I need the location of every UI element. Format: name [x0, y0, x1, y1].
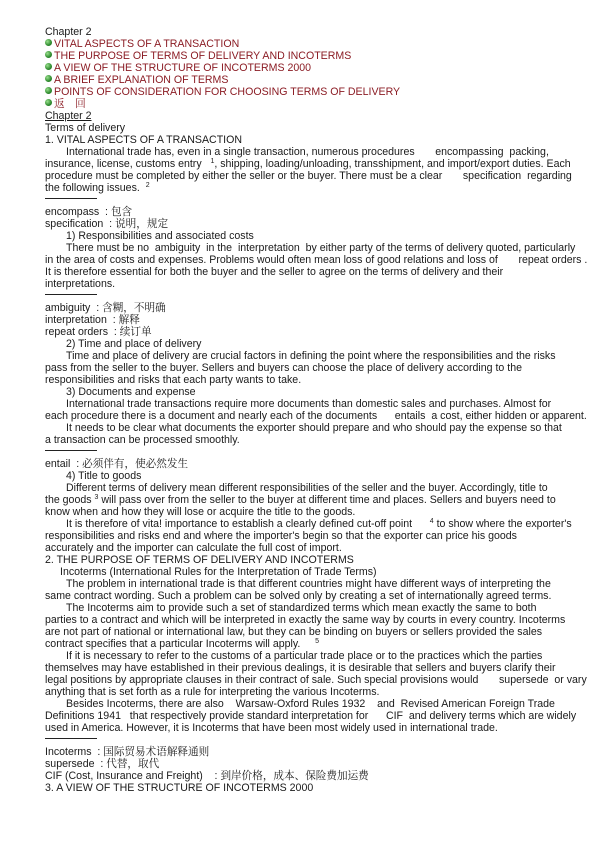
footnote-divider — [45, 446, 565, 458]
paragraph-line: There must be no ambiguity in the interpretation by either party of the terms of delivery quoted, particularly — [66, 242, 576, 254]
paragraph-line: International trade transactions require more documents than domestic sales and purchases. Almost for — [66, 398, 552, 410]
paragraph-line: responsibilities and risks end and where the importer's begin so that the exporter can price his goods — [45, 530, 517, 542]
paragraph-line: The Incoterms aim to provide such a set of standardized terms which mean exactly the same to both — [66, 602, 537, 614]
paragraph-line: The problem in international trade is that different countries might have different ways of interpreting the — [66, 578, 551, 590]
toc-link-label: A VIEW OF THE STRUCTURE OF INCOTERMS 2000 — [54, 62, 312, 74]
green-bullet-icon — [45, 87, 52, 94]
paragraph-line: Time and place of delivery are crucial factors in defining the point where the responsibilities and the risks — [66, 350, 556, 362]
text-line: entail : 必须伴有，使必然发生 — [45, 458, 189, 470]
paragraph-line: responsibilities and risks that each party wants to take. — [45, 374, 302, 386]
paragraph-line: accurately and the importer can calculate the full cost of import. — [45, 542, 342, 554]
footnote-marker: 4 — [429, 518, 434, 525]
paragraph-line: procedure must be completed by either the seller or the buyer. There must be a clear specification regarding — [45, 170, 572, 182]
paragraph-line: know when and how they will lose or acquire the title to the goods. — [45, 506, 356, 518]
footnote-divider — [45, 734, 565, 746]
paragraph-line: insurance, license, customs entry $^1$, shipping, loading/unloading, transshipment, and import/export duties. Each — [45, 158, 571, 170]
toc-link-structure[interactable] — [45, 62, 565, 74]
subheading: 1) Responsibilities and associated costs — [66, 230, 254, 242]
chapter-heading: Chapter 2 — [45, 26, 92, 38]
green-bullet-icon — [45, 99, 52, 106]
paragraph-line: are not part of national or international law, but they can be binding on buyers or sellers provided the sales — [45, 626, 543, 638]
text-line: Terms of delivery — [45, 122, 126, 134]
toc-link-label: THE PURPOSE OF TERMS OF DELIVERY AND INCOTERMS — [54, 50, 352, 62]
toc-link-return[interactable] — [45, 98, 565, 110]
green-bullet-icon — [45, 51, 52, 58]
paragraph-line: International trade has, even in a single transaction, numerous procedures encompassing packing, — [66, 146, 549, 158]
paragraph-line: in the area of costs and expenses. Problems would often mean loss of good relations and loss of repeat orders . — [45, 254, 588, 266]
chapter-link[interactable]: Chapter 2 — [45, 110, 92, 122]
paragraph-line: same contract wording. Such a problem can be solved only by creating a set of internationally agreed terms. — [45, 590, 552, 602]
paragraph-line: pass from the seller to the buyer. Sellers and buyers can choose the place of delivery according to the — [45, 362, 522, 374]
toc-link-label: POINTS OF CONSIDERATION FOR CHOOSING TERMS OF DELIVERY — [54, 86, 401, 98]
paragraph-line: parties to a contract and which will be interpreted in exactly the same way by courts in every country. Incoterms — [45, 614, 566, 626]
text-line: interpretation : 解释 — [45, 314, 140, 326]
paragraph-line: themselves may have established in their previous dealings, it is desirable that sellers and buyers clarify their — [45, 662, 556, 674]
paragraph-line: Besides Incoterms, there are also Warsaw-Oxford Rules 1932 and Revised American Foreign Trade — [66, 698, 555, 710]
green-bullet-icon — [45, 75, 52, 82]
paragraph-line: It needs to be clear what documents the exporter should prepare and who should pay the expense so that — [66, 422, 562, 434]
text-line: CIF (Cost, Insurance and Freight) : 到岸价格，成本、保险费加运费 — [45, 770, 369, 782]
subheading: 3) Documents and expense — [66, 386, 196, 398]
footnote-marker: 3 — [94, 494, 99, 501]
paragraph-line: each procedure there is a document and nearly each of the documents entails a cost, either hidden or apparent. — [45, 410, 587, 422]
footnote-divider — [45, 194, 565, 206]
subheading: 4) Title to goods — [66, 470, 142, 482]
paragraph-line: Definitions 1941 that respectively provide standard interpretation for CIF and delivery terms which are widely — [45, 710, 577, 722]
toc-link-label: VITAL ASPECTS OF A TRANSACTION — [54, 38, 240, 50]
text-line: specification : 说明，规定 — [45, 218, 169, 230]
paragraph-line: If it is necessary to refer to the customs of a particular trade place or to the practices which the parties — [66, 650, 543, 662]
text-line: encompass : 包含 — [45, 206, 133, 218]
subheading: 2) Time and place of delivery — [66, 338, 202, 350]
text-line: supersede : 代替，取代 — [45, 758, 160, 770]
paragraph-line: the following issues. $^2$ — [45, 182, 150, 194]
document — [45, 26, 588, 794]
text-line: ambiguity : 含糊，不明确 — [45, 302, 166, 314]
toc-link-purpose[interactable] — [45, 50, 565, 62]
paragraph-line: anything that is set forth as a rule for interpreting the various Incoterms. — [45, 686, 380, 698]
paragraph-line: a transaction can be processed smoothly. — [45, 434, 240, 446]
text-line: 1. VITAL ASPECTS OF A TRANSACTION — [45, 134, 243, 146]
paragraph-line: interpretations. — [45, 278, 116, 290]
toc-link-points-of-consideration[interactable] — [45, 86, 565, 98]
green-bullet-icon — [45, 63, 52, 70]
footnote-marker: 5 — [315, 638, 319, 645]
footnote-marker: 1 — [210, 158, 215, 165]
toc-link-label: 返 回 — [54, 98, 86, 110]
text-line: Incoterms : 国际贸易术语解释通则 — [45, 746, 210, 758]
toc-link-vital-aspects[interactable] — [45, 38, 565, 50]
paragraph-line: used in America. However, it is Incoterms that have been most widely used in international trade. — [45, 722, 498, 734]
text-line: 2. THE PURPOSE OF TERMS OF DELIVERY AND INCOTERMS — [45, 554, 354, 566]
footnote-marker: 2 — [145, 182, 150, 189]
paragraph-line: Different terms of delivery mean different responsibilities of the seller and the buyer. Accordingly, title to — [66, 482, 548, 494]
table-of-contents — [45, 38, 565, 110]
subheading: Incoterms (International Rules for the Interpretation of Trade Terms) — [60, 566, 377, 578]
paragraph-line: It is therefore of vita! importance to establish a clearly defined cut-off point $^4$ to show where the exporter's — [66, 518, 572, 530]
text-line: 3. A VIEW OF THE STRUCTURE OF INCOTERMS 2000 — [45, 782, 314, 794]
document-body — [45, 110, 588, 794]
paragraph-line: the goods $^3$ will pass over from the seller to the buyer at different time and places. Sellers and buyers need to — [45, 494, 556, 506]
green-bullet-icon — [45, 39, 52, 46]
footnote-divider — [45, 290, 565, 302]
paragraph-line: It is therefore essential for both the buyer and the seller to agree on the terms of delivery and their — [45, 266, 504, 278]
paragraph-line: contract specifies that a particular Incoterms will apply. $^5$ — [45, 638, 319, 650]
text-line: repeat orders : 续订单 — [45, 326, 152, 338]
toc-link-label: A BRIEF EXPLANATION OF TERMS — [54, 74, 229, 86]
paragraph-line: legal positions by appropriate clauses in their contract of sale. Such special provisions would supersede or vary — [45, 674, 587, 686]
toc-link-brief-explanation[interactable] — [45, 74, 565, 86]
